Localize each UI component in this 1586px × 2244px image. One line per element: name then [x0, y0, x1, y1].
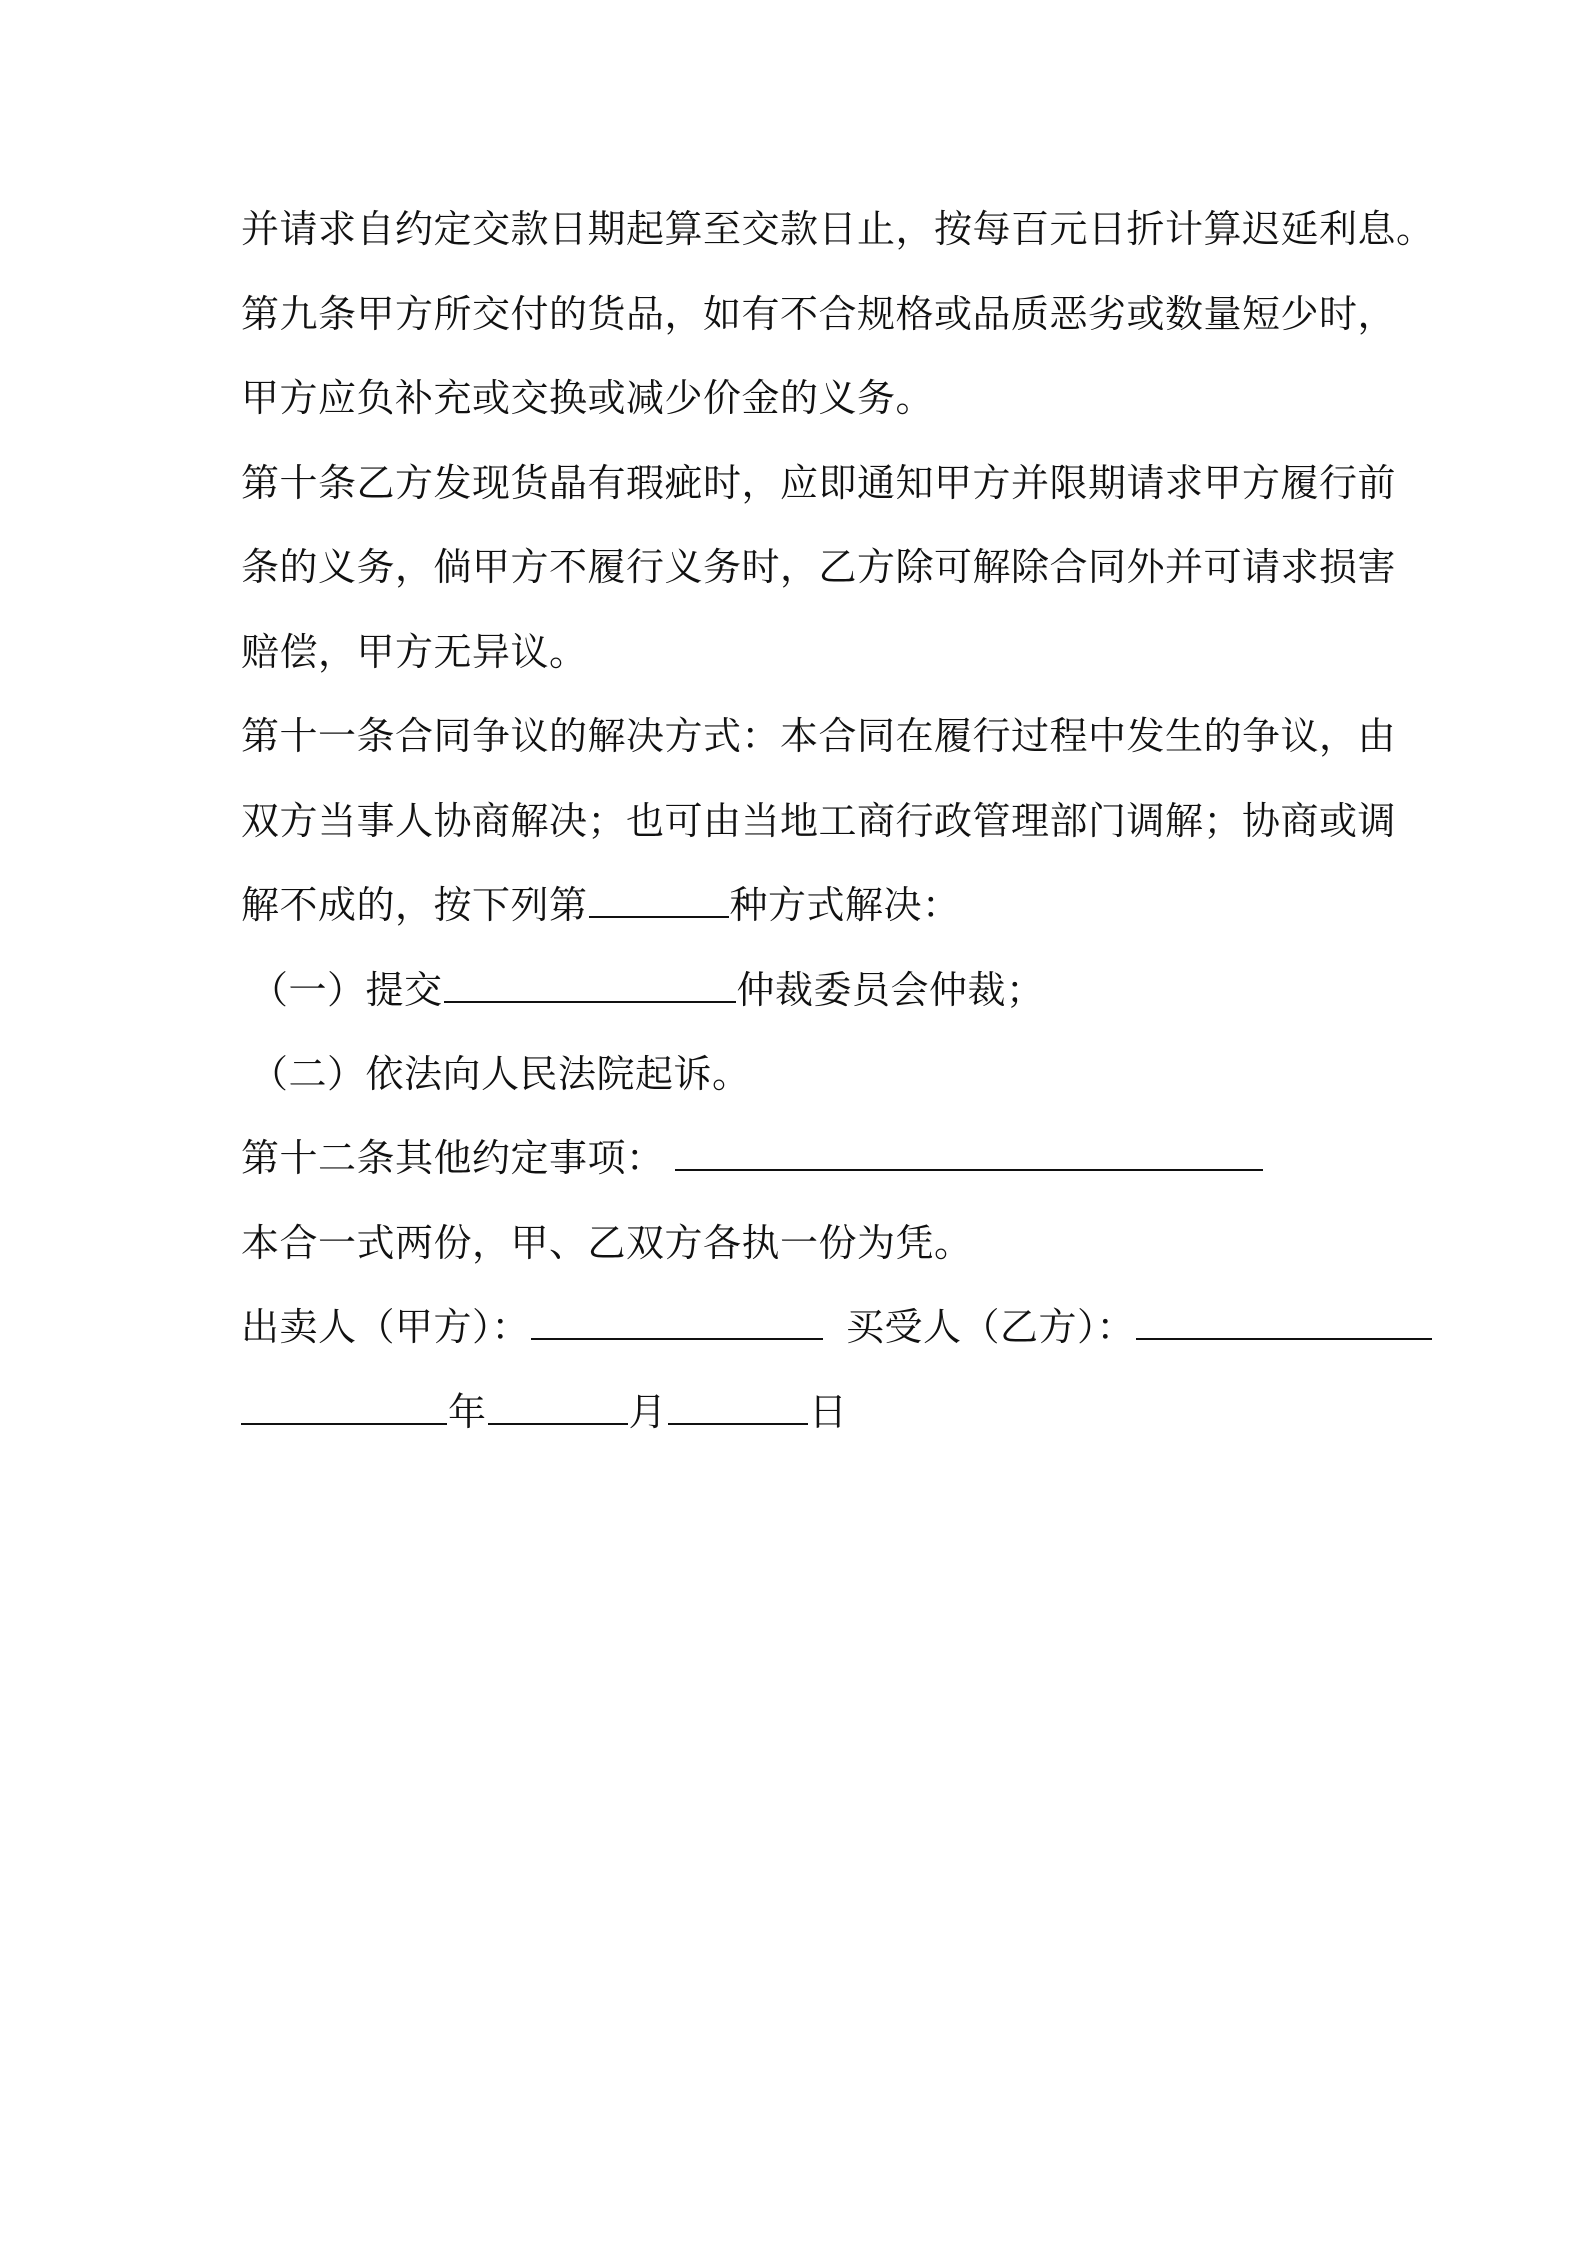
month-blank[interactable]: [488, 1389, 628, 1425]
other-matters-line: [241, 1134, 1264, 1182]
signature-line: [241, 1303, 1433, 1351]
court-option-line: （二）依法向人民法院起诉。: [250, 1052, 751, 1096]
text-line-2: 第九条甲方所交付的货品，如有不合规格或品质恶劣或数量短少时，: [241, 292, 1397, 336]
dispute-method-blank[interactable]: [589, 882, 729, 918]
month-label: 月: [628, 1390, 668, 1434]
text-line-5: 条的义务，倘甲方不履行义务时，乙方除可解除合同外并可请求损害: [241, 545, 1397, 589]
day-blank[interactable]: [668, 1389, 808, 1425]
dispute-method-prefix: 解不成的，按下列第: [241, 883, 588, 927]
arbitration-option-line: [250, 966, 1045, 1014]
seller-label: 出卖人（甲方）：: [241, 1305, 531, 1349]
other-matters-label: 第十二条其他约定事项：: [241, 1136, 665, 1180]
date-line: [241, 1388, 848, 1436]
other-matters-blank[interactable]: [675, 1135, 1263, 1171]
arbitration-option-suffix: 仲裁委员会仲裁；: [736, 968, 1045, 1012]
copies-line: 本合一式两份，甲、乙双方各执一份为凭。: [241, 1221, 973, 1265]
dispute-method-line: [241, 881, 961, 929]
text-line-6: 赔偿，甲方无异议。: [241, 630, 588, 674]
text-line-4: 第十条乙方发现货晶有瑕疵时，应即通知甲方并限期请求甲方履行前: [241, 461, 1397, 505]
text-line-7: 第十一条合同争议的解决方式：本合同在履行过程中发生的争议，由: [241, 714, 1397, 758]
text-line-8: 双方当事人协商解决；也可由当地工商行政管理部门调解；协商或调: [241, 799, 1397, 843]
buyer-signature-blank[interactable]: [1136, 1304, 1432, 1340]
day-label: 日: [809, 1390, 848, 1434]
arbitration-committee-blank[interactable]: [444, 967, 736, 1003]
text-line-1: 并请求自约定交款日期起算至交款日止，按每百元日折计算迟延利息。: [241, 207, 1435, 251]
date-prefix-blank[interactable]: [241, 1389, 447, 1425]
seller-signature-blank[interactable]: [531, 1304, 823, 1340]
buyer-label: 买受人（乙方）：: [846, 1305, 1136, 1349]
text-line-3: 甲方应负补充或交换或减少价金的义务。: [241, 376, 935, 420]
year-label: 年: [448, 1390, 487, 1434]
dispute-method-suffix: 种方式解决：: [729, 883, 961, 927]
arbitration-option-prefix: （一）提交: [250, 968, 443, 1012]
